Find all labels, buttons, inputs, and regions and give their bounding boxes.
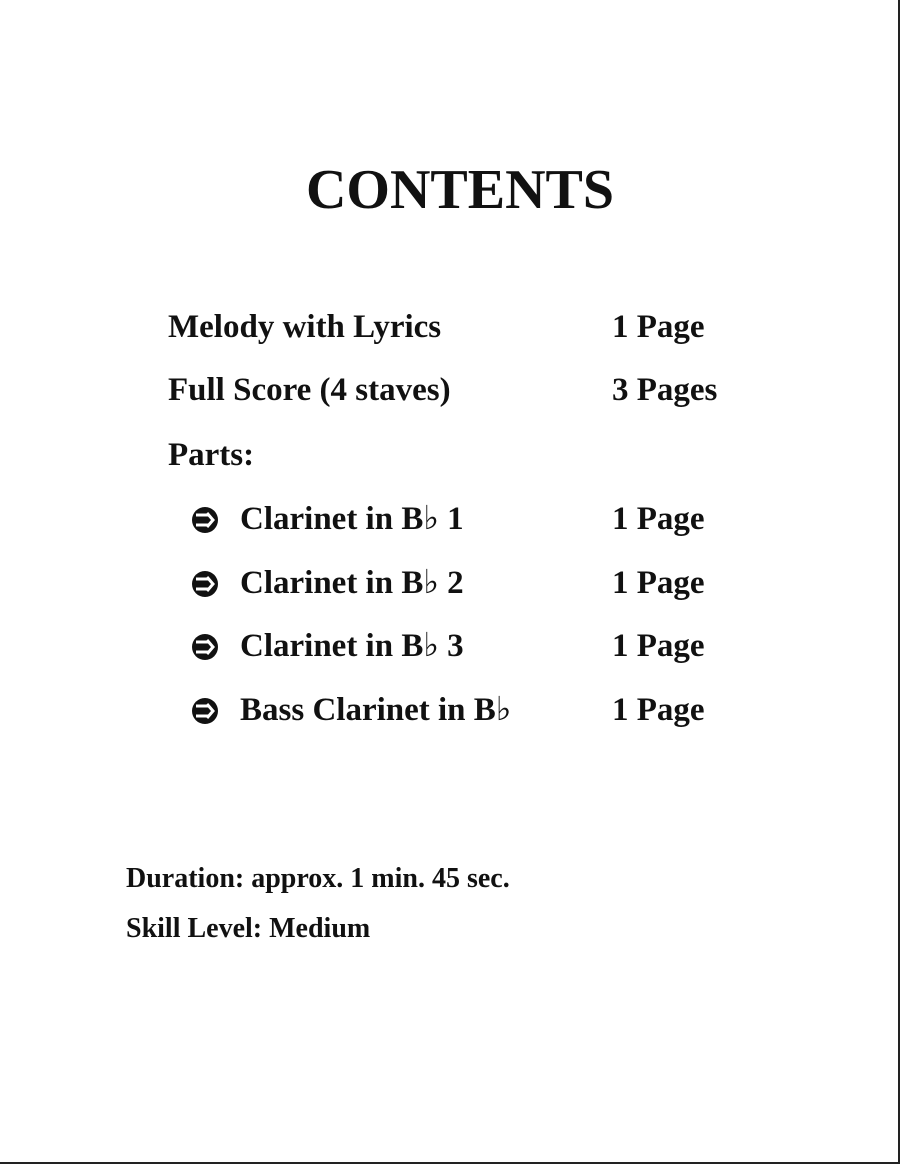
skill-level-text: Skill Level: Medium — [126, 913, 371, 944]
arrow-circle-icon — [191, 570, 219, 598]
contents-item-melody-label: Melody with Lyrics — [168, 309, 442, 345]
part-item-clarinet-2-label: Clarinet in B♭ 2 — [240, 565, 464, 601]
arrow-circle-icon — [191, 633, 219, 661]
part-item-bass-clarinet-label: Bass Clarinet in B♭ — [240, 692, 512, 728]
contents-item-full-score-pages: 3 Pages — [612, 372, 718, 408]
page-title: CONTENTS — [305, 159, 615, 221]
part-item-clarinet-2-pages: 1 Page — [612, 565, 705, 601]
duration-text: Duration: approx. 1 min. 45 sec. — [126, 863, 510, 894]
arrow-circle-icon — [191, 697, 219, 725]
part-item-clarinet-3-label: Clarinet in B♭ 3 — [240, 628, 464, 664]
part-item-clarinet-1-pages: 1 Page — [612, 501, 705, 537]
part-item-clarinet-3-pages: 1 Page — [612, 628, 705, 664]
arrow-circle-icon — [191, 506, 219, 534]
part-item-bass-clarinet-pages: 1 Page — [612, 692, 705, 728]
contents-item-melody-pages: 1 Page — [612, 309, 705, 345]
contents-item-full-score-label: Full Score (4 staves) — [168, 372, 451, 408]
part-item-clarinet-1-label: Clarinet in B♭ 1 — [240, 501, 464, 537]
parts-heading: Parts: — [168, 437, 255, 473]
